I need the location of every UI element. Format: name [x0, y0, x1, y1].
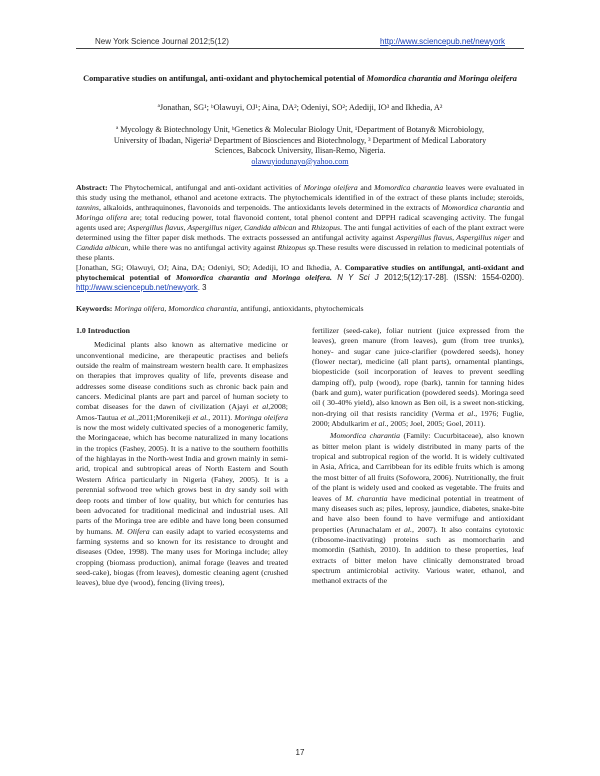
abstract-term: tannins	[76, 203, 99, 212]
keyword: Momordica charantia	[168, 304, 237, 313]
right-column	[312, 326, 524, 587]
author-list: ªJonathan, SG¹; ᵇOlawuyi, OJ¹; Aina, DA²; Odeniyi, SO²; Adediji, IO³ and Ikhedia, A²	[157, 103, 443, 112]
abstract-label: Abstract:	[76, 183, 108, 192]
citation-title: Comparative studies on antifungal, anti-oxidant and phytochemical potential of	[76, 263, 524, 282]
keywords	[76, 304, 524, 313]
abstract-text: The Phytochemical, antifungal and anti-oxidant activities of	[107, 183, 304, 192]
abstract-text: , alkaloids, anthraquinones, flavonoids and terpenoids. The antioxidants levels determined in the extracts of	[98, 203, 442, 212]
abstract-text: while there was no antifungal activity against	[130, 243, 278, 252]
citation	[76, 263, 524, 293]
affiliation-line-3: Sciences, Babcock University, Ilisan-Remo, Nigeria.	[214, 146, 386, 155]
abstract-species: Candida albican,	[76, 243, 131, 252]
citation-end: . 3	[197, 283, 207, 292]
abstract-species: Aspergillus flavus, Aspergillus niger, Candida albican	[127, 223, 297, 232]
section-heading: 1.0 Introduction	[76, 326, 131, 335]
abstract-species: Momordica charantia	[441, 203, 511, 212]
title-species: Momordica charantia and Moringa oleifera	[366, 74, 517, 83]
abstract-species: Rhizopus	[311, 223, 341, 232]
title-text: Comparative studies on antifungal, anti-oxidant and phytochemical potential of	[83, 74, 367, 83]
journal-url-link[interactable]: http://www.sciencepub.net/newyork	[380, 37, 505, 46]
page-number: 17	[295, 748, 305, 757]
abstract-text: and	[296, 223, 312, 232]
abstract-text: and	[510, 203, 524, 212]
abstract-species: Moringa olifera	[76, 213, 128, 222]
affiliations	[76, 125, 524, 167]
affiliation-line-1: ª Mycology & Biotechnology Unit, ᵇGenetics & Molecular Biology Unit, ¹Department of Botany& Microbiology,	[115, 125, 485, 134]
keywords-label: Keywords:	[76, 304, 113, 313]
abstract-species: Aspergillus flavus, Aspergillus niger	[395, 233, 511, 242]
intro-paragraph-1-cont: fertilizer (seed-cake), foliar nutrient (juice expressed from the leaves), green manure (from leaves), gum (from tree trunks), honey- and sugar cane juice-clarifier (powdered seeds), honey (flower nectar), medicine (all plant parts), ornamental plantings, biopesticide (soil incorporation of leaves to prevent seedling damping off), pulp (wood), rope (bark), tannin for tanning hides (bark and gum), water purification (powdered seeds). Moringa seed oil ( 30-40% yield), also known as Ben oil, is a sweet non-sticking, non-drying oil that resists rancidity (Verma et al., 1976; Fuglie, 2000; Abdulkarim et al., 2005; Joel, 2005; Goel, 2011).	[312, 326, 524, 429]
keyword-sep: ,	[164, 304, 169, 313]
abstract-text: These results were discussed in relation to medicinal potentials of these plants.	[76, 243, 524, 262]
citation-url-link[interactable]: http://www.sciencepub.net/newyork	[76, 283, 198, 292]
abstract-text: and	[357, 183, 375, 192]
abstract-species: Momordica charantia	[374, 183, 444, 192]
abstract-text: are; total reducing power, total flavonoid content, total phenol content and DPPH radical scavenging activity. The fungal agents used are;	[76, 213, 525, 232]
paper-title	[76, 73, 524, 84]
abstract	[76, 183, 524, 293]
abstract-text: leaves were evaluated in this study using the methanol, ethanol and acetone extracts. The phytochemicals identified in of the extract of these plants include; steroids,	[76, 183, 524, 202]
citation-journal: N Y Sci J	[331, 273, 379, 282]
intro-paragraph-2: Momordica charantia (Family: Cucurbitaceae), also known as bitter melon plant is widely distributed in many parts of the tropical and subtropical region of the world. It is widely cultivated in Asia, Africa, and Carribbean for its edible fruits which is among the most bitter of all fruits (Sofowora, 2006). Nutritionally, the fruit of the plant is widely used and cooked as vegetable. The fruits and leaves of M. charantia have medicinal potential in treatment of many diseases such as; piles, leprosy, jaundice, diabetes, snake-bite and have also been found to have vermifuge and antioxidant properties (Arunachalam et al., 2007). It also contains cytotoxic (ribosome-inactivating) proteins such as momorcharin and momordin (Sathish, 2010). In addition to these properties, leaf extracts of bitter melon have clinically demonstrated broad spectrum antimicrobial activity. Various water, ethanol, and methanol extracts of the	[312, 431, 525, 586]
abstract-species: Rhizopus sp.	[277, 243, 318, 252]
keyword: , antifungi, antioxidants, phytochemicals	[236, 304, 364, 313]
affiliation-line-2: University of Ibadan, Nigeria² Department of Biosciences and Biotechnology, ³ Department of Medical Laboratory	[113, 135, 487, 145]
left-column	[76, 326, 288, 589]
citation-issue: 2012;5(12):17-28]. (ISSN: 1554-0200).	[378, 273, 524, 282]
citation-title-species: Momordica charantia and Moringa oleifera.	[175, 273, 332, 282]
abstract-text: and	[510, 233, 525, 242]
header-divider	[76, 48, 524, 49]
running-header	[95, 37, 505, 46]
abstract-text: . The anti fungal activities of each of the plant extract were determined using the filter paper disk methods. The extracts possessed an antifungal activity against	[76, 223, 525, 242]
author-email-link[interactable]: olawuyiodunayo@yahoo.com	[251, 156, 349, 166]
abstract-species: Moringa oleifera	[303, 183, 358, 192]
journal-name: New York Science Journal 2012;5(12)	[95, 37, 229, 46]
intro-paragraph-1: Medicinal plants also known as alternative medicine or unconventional medicine, are therapeutic practises and beliefs outside the realm of mainstream western health care. It emphasizes on therapies that improves quality of life, prevents disease and addresses some disease conditions such as chronic back pain and cancers. Medicinal plants are part and parcel of human society to combat diseases for the dawn of civilization (Ajayi et al,2008; Amos-Tautua et al.,2011;Morenikeji et al., 2011). Moringa oleifera is now the most widely cultivated species of a monogeneric family, the Moringaceae, which has become naturalized in many locations in the tropics (Fashey, 2005). It is a native to the southern foothills of the highlayas in the North-west India and grown mainly in semi-arid, tropical and subtropical areas of North Eastern and South Western Africa particularly in Nigeria (Fahey, 2005). It is a perennial softwood tree which grows best in dry sandy soil with deep roots and timber of low quality, but which for centuries has been advocated for traditional medicinal and industrial uses. All parts of the Moringa tree are edible and have long been consumed by humans. M. Olifera can easily adapt to varied ecosystems and farming systems and so known for its resistance to drought and diseases (Odee, 1998). The many uses for Moringa include; alley cropping (biomass production), animal forage (leaves and treated seed-cake), biogas (from leaves), domestic cleaning agent (crushed leaves), blue dye (wood), fencing (living trees),	[76, 340, 288, 588]
citation-text: [Jonathan, SG; Olawuyi, OJ; Aina, DA; Odeniyi, SO; Adediji, IO and Ikhedia, A.	[76, 263, 345, 272]
keyword: Moringa olifera	[114, 304, 165, 313]
